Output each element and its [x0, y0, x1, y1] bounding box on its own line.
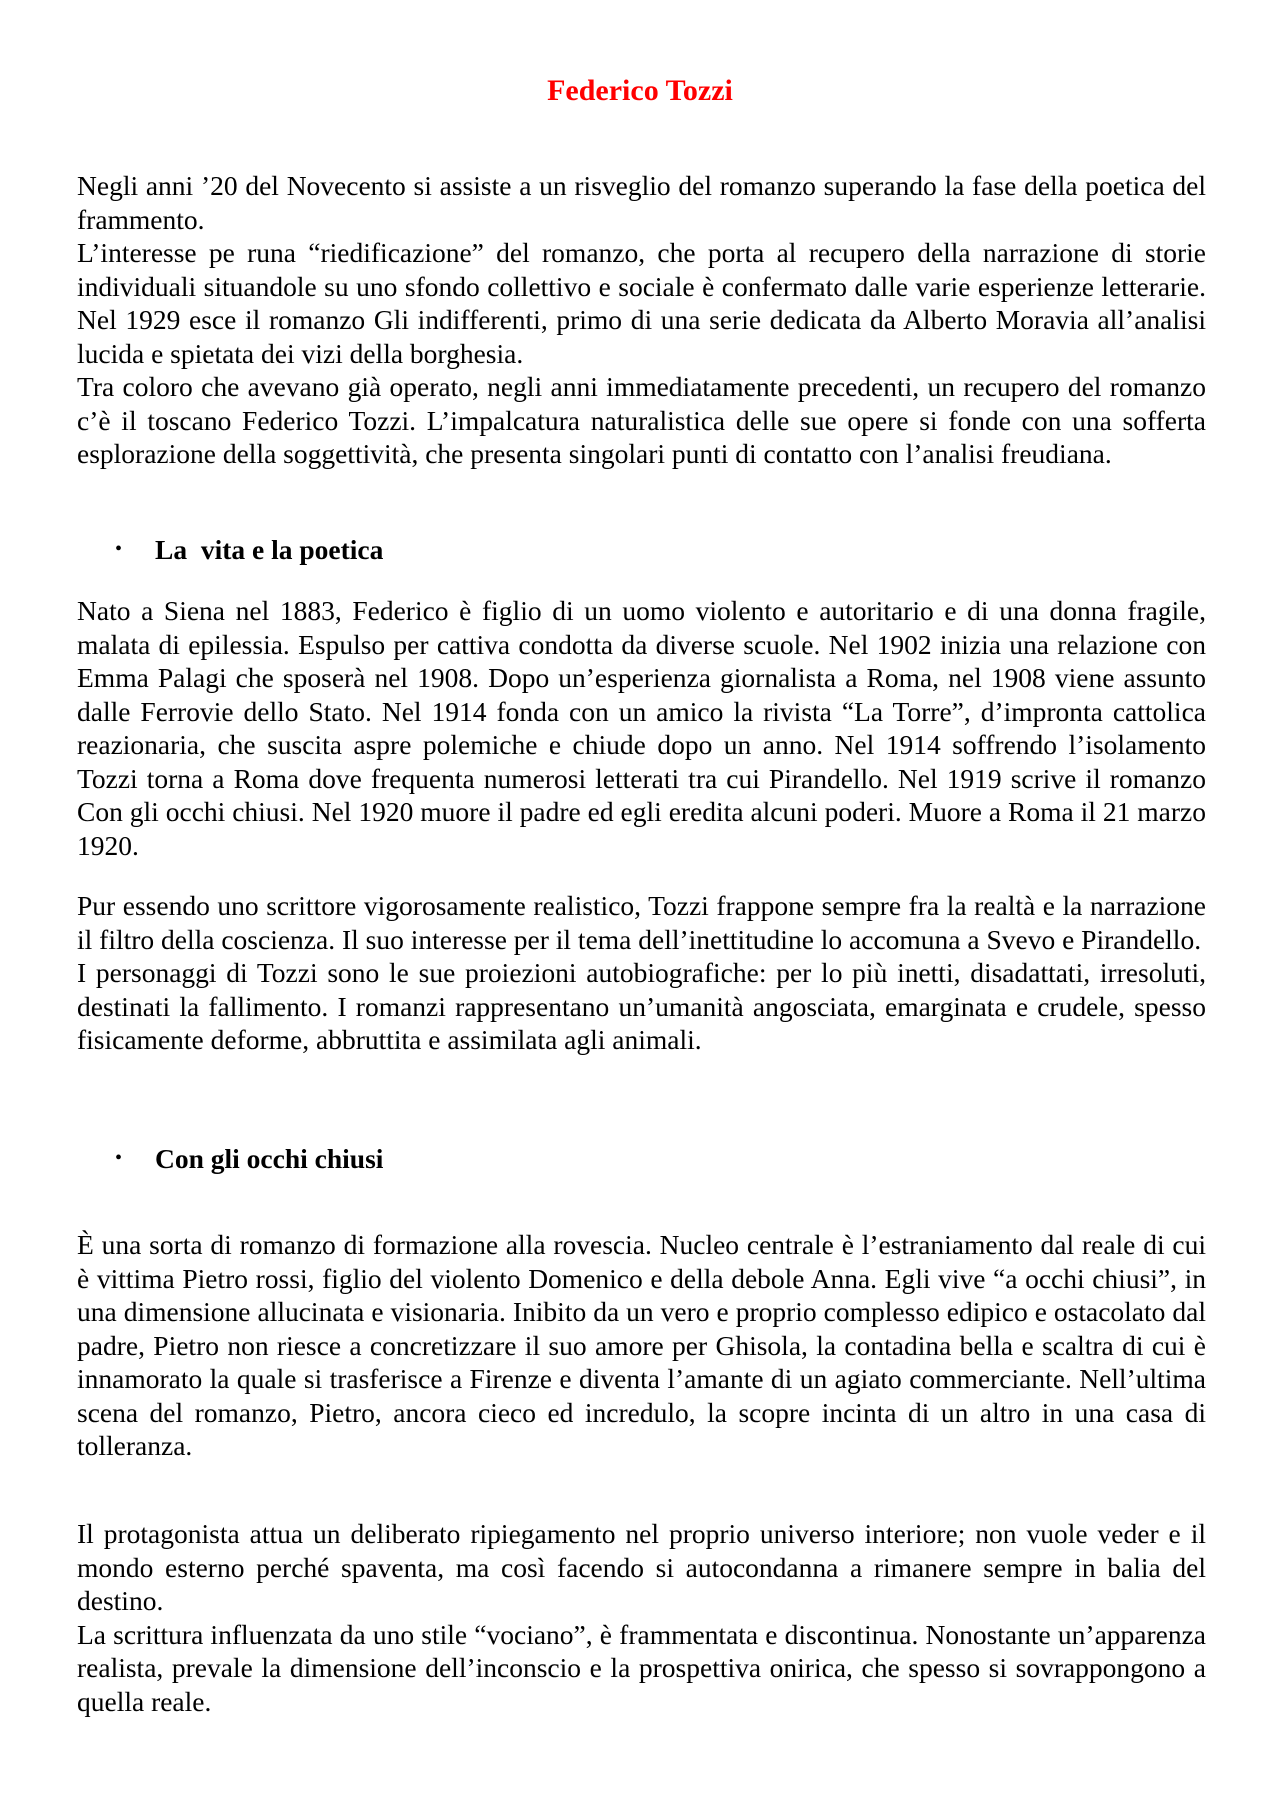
- vita-paragraph-2: Pur essendo uno scrittore vigorosamente realistico, Tozzi frappone sempre fra la realtà e la narrazione il filtro della coscienza. Il suo interesse per il tema dell’inettitudine lo accomuna a Svevo e Pirandello.: [77, 890, 1206, 955]
- vita-paragraph-1: Nato a Siena nel 1883, Federico è figlio di un uomo violento e autoritario e di una donna fragile, malata di epilessia. Espulso per cattiva condotta da diverse scuole. Nel 1902 inizia una relazione con Emma Palagi che sposerà nel 1908. Dopo un’esperienza giornalista a Roma, nel 1908 viene assunto dalle Ferrovie dello Stato. Nel 1914 fonda con un amico la rivista “La Torre”, d’impronta cattolica reazionaria, che suscita aspre polemiche e chiude dopo un anno. Nel 1914 soffrendo l’isolamento Tozzi torna a Roma dove frequenta numerosi letterati tra cui Pirandello. Nel 1919 scrive il romanzo Con gli occhi chiusi. Nel 1920 muore il padre ed egli eredita alcuni poderi. Muore a Roma il 21 marzo 1920.: [77, 595, 1206, 861]
- occhi-paragraph-3: La scrittura influenzata da uno stile “vociano”, è frammentata e discontinua. Nonostante un’apparenza realista, prevale la dimensione dell’inconscio e la prospettiva onirica, che spesso si sovrappongono a quella reale.: [77, 1618, 1206, 1717]
- intro-paragraph-3: Tra coloro che avevano già operato, negli anni immediatamente precedenti, un recupero del romanzo c’è il toscano Federico Tozzi. L’impalcatura naturalistica delle sue opere si fonde con una sofferta esplorazione della soggettività, che presenta singolari punti di contatto con l’analisi freudiana.: [77, 371, 1206, 469]
- intro-section: [77, 169, 1206, 471]
- occhi-paragraph-2: Il protagonista attua un deliberato ripiegamento nel proprio universo interiore; non vuole veder e il mondo esterno perché spaventa, ma così facendo si autocondanna a rimanere sempre in balia del destino.: [77, 1518, 1206, 1616]
- occhi-paragraph-1-block: [77, 1228, 1206, 1463]
- vita-paragraph-3: I personaggi di Tozzi sono le sue proiezioni autobiografiche: per lo più inetti, disadattati, irresoluti, destinati la fallimento. I romanzi rappresentano un’umanità angosciata, emarginata e crudele, spesso fisicamente deforme, abbruttita e assimilata agli animali.: [77, 957, 1206, 1055]
- section-heading-text: La vita e la poetica: [155, 534, 384, 565]
- intro-paragraph-1: Negli anni ’20 del Novecento si assiste a un risveglio del romanzo superando la fase della poetica del frammento.: [77, 170, 1206, 235]
- bullet-icon: •: [115, 1147, 123, 1169]
- vita-paragraph-1-block: [77, 594, 1206, 862]
- vita-paragraph-2-block: [77, 889, 1206, 1057]
- page-title: Federico Tozzi: [547, 74, 733, 107]
- intro-paragraph-2: L’interesse pe runa “riedificazione” del romanzo, che porta al recupero della narrazione di storie individuali situandole su uno sfondo collettivo e sociale è confermato dalle varie esperienze letterarie. Nel 1929 esce il romanzo Gli indifferenti, primo di una serie dedicata da Alberto Moravia all’analisi lucida e spietata dei vizi della borghesia.: [77, 237, 1206, 369]
- occhi-paragraph-1: È una sorta di romanzo di formazione alla rovescia. Nucleo centrale è l’estraniamento dal reale di cui è vittima Pietro rossi, figlio del violento Domenico e della debole Anna. Egli vive “a occhi chiusi”, in una dimensione allucinata e visionaria. Inibito da un vero e proprio complesso edipico e ostacolato dal padre, Pietro non riesce a concretizzare il suo amore per Ghisola, la contadina bella e scaltra di cui è innamorato la quale si trasferisce a Firenze e diventa l’amante di un agiato commerciante. Nell’ultima scena del romanzo, Pietro, ancora cieco ed incredulo, la scopre incinta di un altro in una casa di tolleranza.: [77, 1229, 1206, 1461]
- bullet-icon: •: [115, 538, 123, 560]
- occhi-paragraph-2-block: [77, 1517, 1206, 1718]
- section-heading-text: Con gli occhi chiusi: [155, 1143, 384, 1174]
